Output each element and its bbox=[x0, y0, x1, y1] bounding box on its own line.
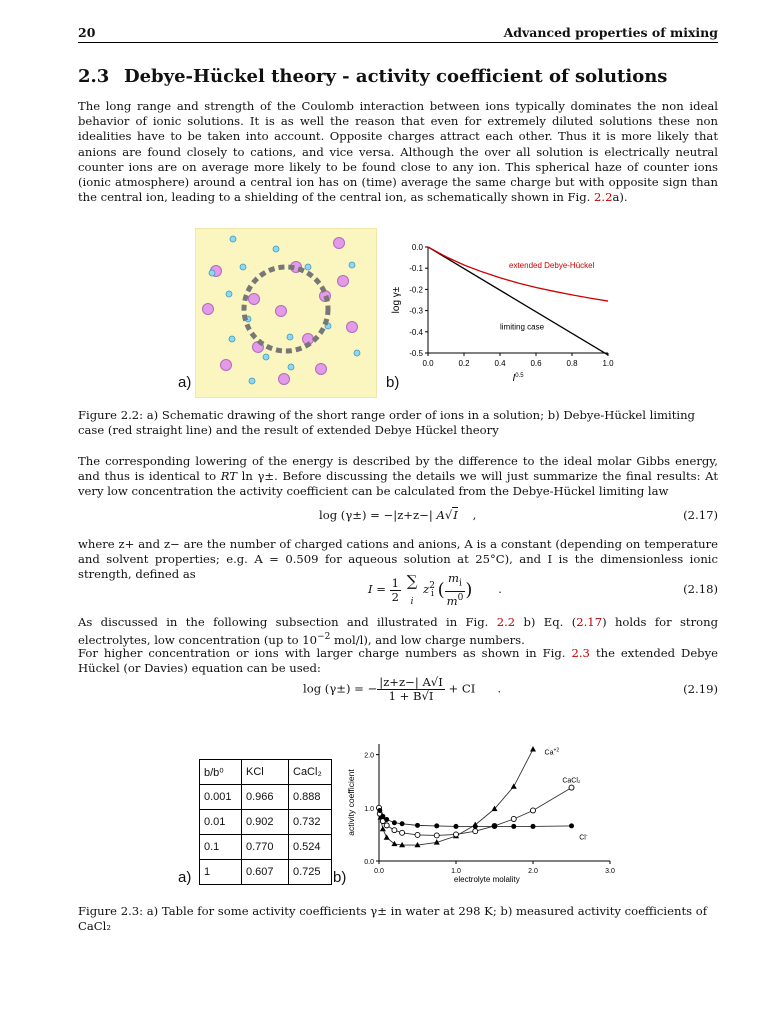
anion-ion bbox=[229, 336, 235, 342]
activity-coefficient-table bbox=[199, 759, 332, 885]
eq218-period: . bbox=[498, 582, 502, 596]
intro-paragraph bbox=[78, 99, 718, 205]
para2-text-end: . Before discussing the details we will just summarize the final results: At very low concentration the activity coefficient can be calculated from the Debye-Hückel limiting law bbox=[78, 469, 718, 499]
figure1-label-b: b) bbox=[386, 374, 400, 391]
figure-ref-link[interactable]: 2.2 bbox=[594, 190, 613, 205]
eq218-sum-index: i bbox=[410, 597, 414, 607]
table-header-row bbox=[200, 760, 332, 785]
eq217-a: A bbox=[436, 508, 445, 522]
extended-debye-huckel-curve bbox=[428, 247, 608, 301]
data-point bbox=[391, 841, 397, 846]
anion-ion bbox=[263, 354, 269, 360]
y-tick-label: -0.4 bbox=[409, 327, 423, 337]
x-axis-label: electrolyte molality bbox=[453, 875, 520, 884]
eq219-rhs: + CI bbox=[448, 681, 476, 696]
data-point bbox=[511, 816, 516, 821]
eq218-ratio-num bbox=[445, 572, 466, 591]
anion-ion bbox=[230, 236, 236, 242]
paragraph-5 bbox=[78, 646, 718, 676]
data-point bbox=[384, 834, 390, 839]
anion-ion bbox=[305, 264, 311, 270]
intro-text: The long range and strength of the Coulomb interaction between ions typically dominates the non ideal behavior of ionic solutions. It is as well the reason that even for extremely diluted solutions these non idealities have to be taken into account. Opposite charges attract each other. Thus it is more likely that anions are found closely to cations, and vice versa. Although the over all solution is electrically neutral counter ions are on average more likely to be found close to any ion. This spherical haze of counter ions (ionic atmosphere) around a central ion has on (time) average the same charge but with opposite sign than the central ion, leading to a shielding of the central ion, as schematically shown in Fig. bbox=[78, 99, 718, 205]
eq218-sum bbox=[405, 572, 420, 608]
cation-ion bbox=[347, 322, 358, 333]
ion-schematic bbox=[195, 228, 377, 398]
equation-2-17-body bbox=[319, 508, 476, 522]
y-tick-label: 0.0 bbox=[364, 859, 374, 866]
ion-schematic-drawing bbox=[196, 229, 376, 397]
table-row bbox=[200, 835, 332, 860]
para5-text-2: the extended Debye Hückel (or Davies) equation can be used: bbox=[78, 646, 719, 676]
eq219-den: 1 + B√I bbox=[388, 689, 434, 703]
eq217-lhs: log (γ±) = − bbox=[319, 508, 394, 522]
eq219-num: |z+z−| A√I bbox=[379, 675, 443, 689]
figure2-label-b: b) bbox=[333, 869, 347, 886]
figure-ref-link-2[interactable]: 2.2 bbox=[496, 615, 516, 629]
cacl2-series-label: CaCl₂ bbox=[562, 777, 581, 785]
chapter-title: Advanced properties of mixing bbox=[503, 25, 718, 40]
para4-text: As discussed in the following subsection and illustrated in Fig. bbox=[78, 615, 497, 629]
data-point bbox=[400, 821, 405, 826]
table-cell: 0.001 bbox=[200, 785, 242, 810]
table-cell: 0.524 bbox=[289, 835, 332, 860]
debye-huckel-chart bbox=[380, 236, 630, 396]
cation-ion bbox=[276, 306, 287, 317]
equation-number-2-18: (2.18) bbox=[683, 582, 718, 596]
data-point bbox=[415, 823, 420, 828]
y-tick-label: -0.3 bbox=[409, 306, 423, 316]
cl-series-label-charge: - bbox=[585, 832, 588, 839]
data-point bbox=[400, 830, 405, 835]
x-tick-label: 0.0 bbox=[374, 868, 384, 875]
figure2-caption-text-end: in water at 298 K; b) measured activity coefficients of CaCl₂ bbox=[78, 904, 708, 934]
data-point bbox=[492, 824, 497, 829]
anion-ion bbox=[249, 378, 255, 384]
data-point bbox=[454, 832, 459, 837]
data-point bbox=[511, 824, 516, 829]
page-number: 20 bbox=[78, 25, 96, 40]
para2-text: The corresponding lowering of the energy is described by the difference to the ideal molar Gibbs energy, and thus is identical to bbox=[78, 454, 718, 484]
eq218-sum-sign: ∑ bbox=[406, 572, 418, 590]
data-point bbox=[530, 746, 536, 751]
x-tick-label: 1.0 bbox=[451, 868, 461, 875]
y-tick-label: 2.0 bbox=[364, 752, 374, 760]
data-point bbox=[392, 828, 397, 833]
table-cell: 0.966 bbox=[242, 785, 289, 810]
x-tick-label: 1.0 bbox=[602, 359, 614, 368]
x-tick-label: 0.2 bbox=[458, 359, 470, 368]
cation-ion bbox=[221, 360, 232, 371]
table-cell: 0.902 bbox=[242, 810, 289, 835]
activity-coefficient-chart bbox=[340, 734, 640, 894]
x-axis-label-exponent: 0.5 bbox=[515, 373, 524, 379]
extended-debye-huckel-label: extended Debye-Hückel bbox=[509, 261, 595, 271]
equation-2-17 bbox=[78, 508, 718, 528]
eq218-m-num: m bbox=[448, 571, 460, 586]
equation-number-2-19: (2.19) bbox=[683, 682, 718, 696]
equation-ref-link[interactable]: 2.17 bbox=[576, 615, 603, 629]
equation-2-19-body bbox=[303, 676, 501, 703]
eq217-sqrt-arg: I bbox=[453, 508, 458, 522]
eq218-ratio bbox=[445, 572, 466, 607]
para5-text: For higher concentration or ions with larger charge numbers as shown in Fig. bbox=[78, 646, 572, 660]
para2-rt: RT bbox=[220, 469, 238, 484]
anion-ion bbox=[273, 246, 279, 252]
eq218-open-paren: ( bbox=[437, 579, 445, 601]
eq218-z: z bbox=[423, 582, 430, 596]
data-point bbox=[569, 823, 574, 828]
table-cell: 0.01 bbox=[200, 810, 242, 835]
equation-2-19 bbox=[78, 676, 718, 712]
figure2-label-a: a) bbox=[178, 869, 192, 886]
data-point bbox=[454, 824, 459, 829]
data-point bbox=[511, 783, 517, 788]
eq219-frac bbox=[377, 676, 444, 703]
running-header bbox=[78, 24, 718, 43]
table-header-cell: KCl bbox=[242, 760, 289, 785]
x-tick-label: 0.8 bbox=[566, 359, 578, 368]
cation-ion bbox=[279, 374, 290, 385]
eq218-lhs: I = bbox=[368, 582, 386, 596]
x-tick-label: 0.6 bbox=[530, 359, 542, 368]
table-row bbox=[200, 860, 332, 885]
cation-ion bbox=[203, 304, 214, 315]
limiting-case-label: limiting case bbox=[500, 322, 545, 332]
figure2-caption-text: Figure 2.3: a) Table for some activity coefficients bbox=[78, 904, 371, 918]
figure-ref-link-3[interactable]: 2.3 bbox=[571, 646, 590, 660]
eq219-period: . bbox=[497, 681, 502, 696]
anion-ion bbox=[349, 262, 355, 268]
y-tick-label: 1.0 bbox=[364, 805, 374, 813]
cation-ion bbox=[334, 238, 345, 249]
figure2-caption-math: γ± bbox=[370, 904, 387, 918]
table-cell: 0.1 bbox=[200, 835, 242, 860]
table-row bbox=[200, 785, 332, 810]
table-cell: 0.888 bbox=[289, 785, 332, 810]
y-tick-label: 0.0 bbox=[411, 243, 423, 252]
cation-ion bbox=[338, 276, 349, 287]
eq218-half bbox=[390, 577, 401, 604]
data-point bbox=[434, 833, 439, 838]
data-point bbox=[531, 824, 536, 829]
paragraph-2 bbox=[78, 454, 718, 500]
anion-ion bbox=[209, 270, 215, 276]
data-point bbox=[377, 808, 382, 813]
para4-text-3: ) holds for strong electrolytes, low concentration (up to 10 bbox=[78, 615, 718, 648]
data-point bbox=[380, 814, 385, 819]
data-point bbox=[392, 820, 397, 825]
para4-text-2: b) Eq. ( bbox=[515, 615, 577, 629]
figure1-label-a: a) bbox=[178, 374, 192, 391]
section-number: 2.3 bbox=[78, 66, 110, 87]
table-cell: 0.607 bbox=[242, 860, 289, 885]
x-tick-label: 0.4 bbox=[494, 359, 506, 368]
y-tick-label: -0.2 bbox=[409, 285, 423, 295]
y-axis-label: log γ± bbox=[391, 286, 402, 314]
eq218-m-num-sub: i bbox=[459, 578, 462, 589]
equation-2-18 bbox=[78, 572, 718, 608]
cation-ion bbox=[316, 364, 327, 375]
cation-ion bbox=[249, 294, 260, 305]
data-point bbox=[473, 824, 478, 829]
table-cell: 1 bbox=[200, 860, 242, 885]
table-cell: 0.732 bbox=[289, 810, 332, 835]
ca-series-label: $Ca^{+2}$ bbox=[544, 747, 560, 757]
data-point bbox=[415, 832, 420, 837]
anion-ion bbox=[287, 334, 293, 340]
equation-number-2-17: (2.17) bbox=[683, 508, 718, 522]
y-axis-label: activity coefficient bbox=[346, 769, 356, 836]
data-point bbox=[384, 817, 389, 822]
paragraph-3: where z+ and z− are the number of charged cations and anions, A is a constant (depending on temperature and solvent properties; e.g. A = 0.509 for aqueous solution at 25°C), and I is the dimensionless ionic strength, defined as bbox=[78, 537, 718, 582]
paragraph-4 bbox=[78, 615, 718, 648]
table-row bbox=[200, 810, 332, 835]
eq218-z-sup: 2 bbox=[429, 581, 435, 592]
data-point bbox=[473, 829, 478, 834]
x-tick-label: 0.0 bbox=[422, 359, 434, 368]
table-header-cell: CaCl₂ bbox=[289, 760, 332, 785]
table-header-cell: b/b⁰ bbox=[200, 760, 242, 785]
y-tick-label: -0.1 bbox=[409, 264, 423, 274]
data-point bbox=[384, 823, 389, 828]
eq218-half-num: 1 bbox=[391, 575, 400, 590]
x-tick-label: 3.0 bbox=[605, 868, 615, 875]
activity-coefficient-plot bbox=[340, 734, 640, 894]
table-cell: 0.725 bbox=[289, 860, 332, 885]
data-point bbox=[434, 823, 439, 828]
para4-exponent: −2 bbox=[317, 632, 331, 643]
eq218-half-den: 2 bbox=[391, 589, 400, 604]
eq217-sqrt-sign: √ bbox=[444, 508, 453, 522]
figure1-caption: Figure 2.2: a) Schematic drawing of the short range order of ions in a solution; b) Debye-Hückel limiting case (red straight line) and the result of extended Debye Hückel theory bbox=[78, 408, 695, 438]
table-cell: 0.770 bbox=[242, 835, 289, 860]
eq218-ratio-den bbox=[445, 592, 466, 608]
data-point bbox=[531, 808, 536, 813]
anion-ion bbox=[354, 350, 360, 356]
y-tick-label: -0.5 bbox=[409, 349, 423, 358]
intro-text-end: a). bbox=[612, 190, 628, 205]
x-axis-label: $I^{0.5}$ bbox=[512, 373, 524, 384]
anion-ion bbox=[226, 291, 232, 297]
anion-ion bbox=[288, 364, 294, 370]
section-heading bbox=[78, 66, 718, 87]
section-title: Debye-Hückel theory - activity coefficient of solutions bbox=[124, 66, 668, 87]
debye-huckel-plot bbox=[380, 236, 630, 396]
cl-series-label: Cl- bbox=[579, 832, 588, 842]
anion-ion bbox=[240, 264, 246, 270]
para4-text-4: mol/l), and low charge numbers. bbox=[330, 633, 525, 648]
equation-2-18-body bbox=[368, 572, 502, 608]
ca-series-label-charge: +2 bbox=[553, 747, 560, 754]
eq218-close-paren: ) bbox=[465, 579, 473, 601]
eq217-abs: |z+z−| bbox=[393, 508, 433, 522]
eq218-z-sub: i bbox=[431, 589, 434, 600]
figure2-caption bbox=[78, 904, 718, 934]
data-point bbox=[569, 785, 574, 790]
eq218-m-den: m bbox=[446, 593, 458, 608]
eq219-lhs: log (γ±) = − bbox=[303, 681, 378, 696]
x-tick-label: 2.0 bbox=[528, 868, 538, 875]
eq218-m-den-sup: 0 bbox=[457, 592, 464, 603]
para2-ln-gamma: ln γ± bbox=[241, 469, 275, 484]
eq217-comma: , bbox=[472, 508, 477, 522]
